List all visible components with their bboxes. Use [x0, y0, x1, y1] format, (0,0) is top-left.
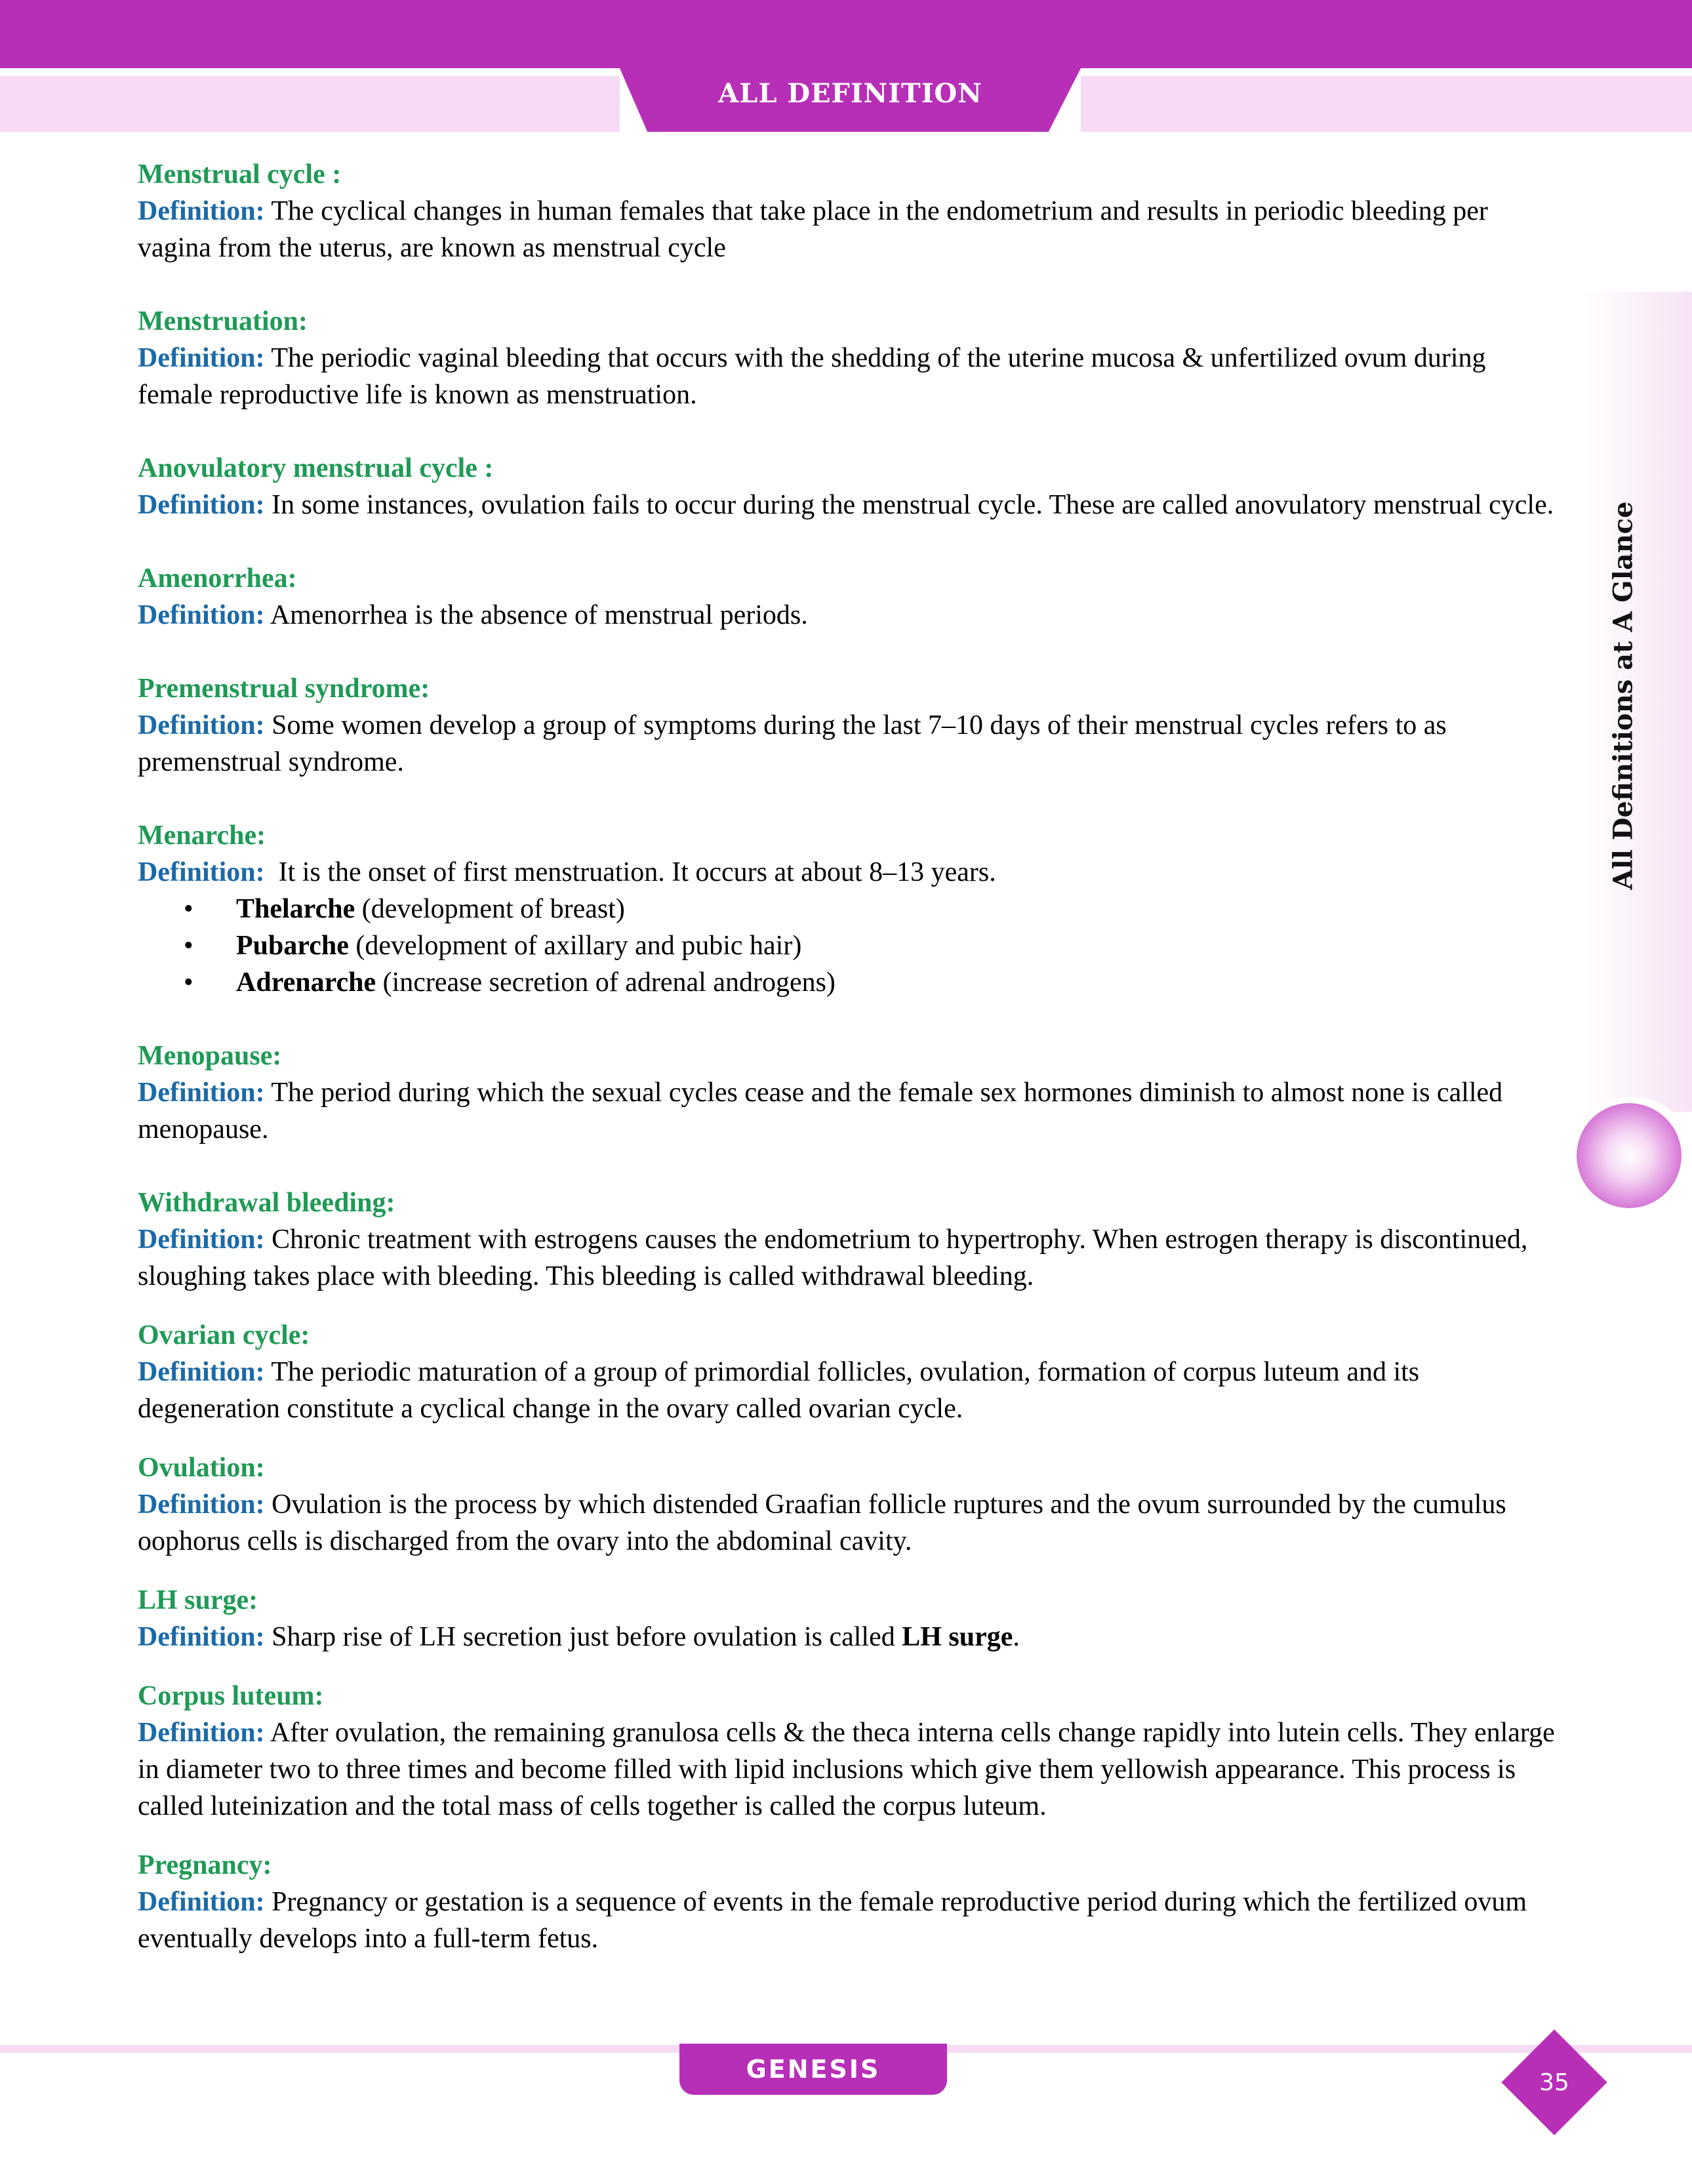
definition-body-end: . — [1013, 1622, 1020, 1652]
term-heading: Premenstrual syndrome: — [138, 674, 430, 704]
term-heading: Withdrawal bleeding: — [138, 1188, 395, 1218]
definition-entry-menstruation — [138, 303, 1561, 413]
page-number: 35 — [1539, 2069, 1569, 2096]
bullet-term: Thelarche — [236, 894, 355, 924]
definition-entry-withdrawal-bleeding — [138, 1184, 1561, 1295]
definition-body-bold: LH surge — [902, 1622, 1013, 1652]
term-heading: Ovarian cycle: — [138, 1320, 310, 1350]
bullet-text: (development of breast) — [355, 894, 625, 924]
definition-text — [138, 487, 1561, 523]
definition-body: The periodic maturation of a group of primordial follicles, ovulation, formation of corpus luteum and its degeneration constitute a cyclical change in the ovary called ovarian cycle. — [138, 1357, 1420, 1424]
term-heading: Menarche: — [138, 820, 266, 851]
definition-body: The cyclical changes in human females that take place in the endometrium and results in periodic bleeding per vagina from the uterus, are known as menstrual cycle — [138, 196, 1488, 263]
definition-label: Definition: — [138, 1718, 265, 1748]
side-tab — [1584, 308, 1662, 1082]
header-ribbon-left — [0, 76, 620, 132]
side-tab-label: All Definitions at A Glance — [1607, 500, 1639, 890]
definition-text — [138, 1714, 1561, 1825]
definition-entry-ovarian-cycle — [138, 1317, 1561, 1427]
definition-label: Definition: — [138, 1622, 265, 1652]
definition-text — [138, 1354, 1561, 1427]
menarche-bullet-list — [138, 891, 1561, 1001]
definition-body: The periodic vaginal bleeding that occurs with the shedding of the uterine mucosa & unfertilized ovum during female reproductive life is known as menstruation. — [138, 343, 1486, 410]
definition-label: Definition: — [138, 600, 265, 630]
definition-body: In some instances, ovulation fails to occur during the menstrual cycle. These are called anovulatory menstrual cycle. — [272, 490, 1554, 520]
definition-text — [138, 1619, 1561, 1655]
definition-label: Definition: — [138, 1489, 265, 1520]
definitions-list — [138, 156, 1561, 1957]
bullet-term: Adrenarche — [236, 967, 376, 998]
definition-text — [138, 1221, 1561, 1295]
footer-brand-tab — [679, 2044, 947, 2095]
definition-body: After ovulation, the remaining granulosa cells & the theca interna cells change rapidly into lutein cells. They enlarge in diameter two to three times and become filled with lipid inclusions which give them yellowish appearance. This process is called luteinization and the total mass of cells together is called the corpus luteum. — [138, 1718, 1555, 1821]
definition-entry-amenorrhea — [138, 560, 1561, 634]
definition-body: Some women develop a group of symptoms during the last 7–10 days of their menstrual cycles refers to as premenstrual syndrome. — [138, 710, 1447, 777]
definition-entry-anovulatory-cycle — [138, 450, 1561, 523]
definition-text — [138, 1486, 1561, 1560]
definition-label: Definition: — [138, 710, 265, 740]
definition-label: Definition: — [138, 1224, 265, 1255]
definition-label: Definition: — [138, 196, 265, 226]
definition-body: Ovulation is the process by which distended Graafian follicle ruptures and the ovum surrounded by the cumulus oophorus cells is discharged from the ovary into the abdominal cavity. — [138, 1489, 1506, 1556]
definition-entry-menstrual-cycle — [138, 156, 1561, 266]
definition-body: It is the onset of first menstruation. It occurs at about 8–13 years. — [272, 857, 996, 887]
definition-text — [138, 707, 1561, 780]
bullet-text: (increase secretion of adrenal androgens) — [376, 967, 836, 998]
definition-entry-lh-surge — [138, 1582, 1561, 1655]
definition-text — [138, 1074, 1561, 1148]
term-heading: Anovulatory menstrual cycle : — [138, 453, 494, 483]
list-item — [236, 927, 1561, 964]
header-ribbon-right — [1081, 76, 1692, 132]
definition-entry-premenstrual-syndrome — [138, 670, 1561, 780]
definition-label: Definition: — [138, 1078, 265, 1108]
definition-label: Definition: — [138, 1887, 265, 1917]
definition-entry-pregnancy — [138, 1847, 1561, 1957]
term-heading: Menopause: — [138, 1041, 282, 1071]
definition-text — [138, 193, 1561, 266]
definition-text — [138, 597, 1561, 634]
term-heading: Corpus luteum: — [138, 1681, 324, 1711]
definition-text — [138, 1884, 1561, 1957]
term-heading: LH surge: — [138, 1585, 258, 1615]
list-item — [236, 891, 1561, 927]
definition-entry-corpus-luteum — [138, 1678, 1561, 1825]
definition-text — [138, 340, 1561, 413]
header-band — [0, 0, 1692, 68]
term-heading: Menstrual cycle : — [138, 159, 342, 190]
term-heading: Amenorrhea: — [138, 563, 297, 594]
page-title: ALL DEFINITION — [718, 77, 982, 109]
term-heading: Pregnancy: — [138, 1850, 272, 1880]
term-heading: Ovulation: — [138, 1453, 265, 1483]
definition-label: Definition: — [138, 343, 265, 373]
bullet-text: (development of axillary and pubic hair) — [348, 931, 802, 961]
definition-body: The period during which the sexual cycles cease and the female sex hormones diminish to almost none is called menopause. — [138, 1078, 1503, 1144]
definition-entry-menopause — [138, 1038, 1561, 1148]
definition-label: Definition: — [138, 1357, 265, 1387]
definition-entry-menarche — [138, 817, 1561, 1001]
term-heading: Menstruation: — [138, 306, 308, 336]
bullet-term: Pubarche — [236, 931, 349, 961]
definition-body: Pregnancy or gestation is a sequence of events in the female reproductive period during which the fertilized ovum eventually develops into a full-term fetus. — [138, 1887, 1527, 1954]
definition-text — [138, 854, 1561, 891]
definition-body: Amenorrhea is the absence of menstrual periods. — [270, 600, 808, 630]
definition-label: Definition: — [138, 857, 265, 887]
brand-logo: GENESIS — [746, 2055, 881, 2084]
definition-entry-ovulation — [138, 1449, 1561, 1560]
side-tab-circle-icon — [1577, 1103, 1682, 1208]
definition-body: Chronic treatment with estrogens causes the endometrium to hypertrophy. When estrogen therapy is discontinued, sloughing takes place with bleeding. This bleeding is called withdrawal bleeding. — [138, 1224, 1528, 1291]
list-item — [236, 964, 1561, 1001]
definition-label: Definition: — [138, 490, 265, 520]
definition-body: Sharp rise of LH secretion just before ovulation is called — [272, 1622, 902, 1652]
